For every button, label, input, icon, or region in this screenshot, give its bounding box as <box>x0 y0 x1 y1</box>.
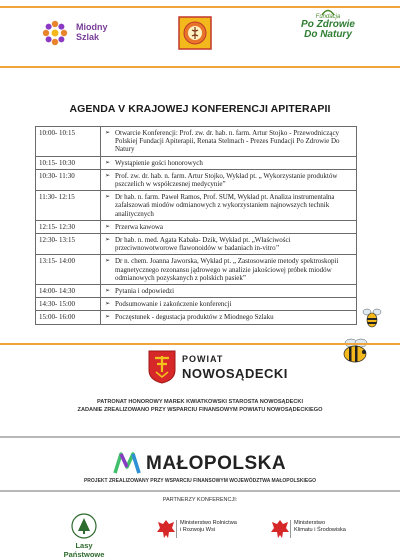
agenda-desc-cell <box>101 234 357 255</box>
agenda-time: 10:00- 10:15 <box>36 127 101 157</box>
ministry-climate-logo <box>270 518 360 548</box>
logo-right-small: Fundacja <box>315 14 341 20</box>
bee-icon <box>362 306 382 330</box>
agenda-desc-cell <box>101 255 357 285</box>
arrow-bullet-icon: ➢ <box>105 130 111 136</box>
agenda-desc: Prof. zw. dr. hab. n. farm. Artur Stojko, Wykład pt. „ Wykorzystanie produktów pszczelich w współczesnej medycynie” <box>115 171 338 189</box>
arrow-bullet-icon: ➢ <box>105 258 111 265</box>
lasy-panstwowe-logo <box>56 512 112 559</box>
agenda-time: 12:15- 12:30 <box>36 220 101 233</box>
header-rule <box>0 66 400 68</box>
ministry1-line1: Ministerstwo Rolnictwa <box>180 520 237 526</box>
miodny-szlak-logo <box>40 18 150 50</box>
agenda-time: 10:30- 11:30 <box>36 169 101 190</box>
polish-eagle-icon <box>156 518 176 540</box>
middle-rule <box>0 343 400 345</box>
agenda-time: 10:15- 10:30 <box>36 156 101 169</box>
agenda-desc: Otwarcie Konferencji: Prof. zw. dr. hab. n. farm. Artur Stojko - Przewodniczący Polskiej Fundacji Apiterapii, Renata Stelmach - Prezes Fundacji Po Zdrowie Do Natury <box>115 129 340 154</box>
agenda-desc: Przerwa kawowa <box>115 222 164 231</box>
ministry1-line2: i Rozwoju Wsi <box>180 527 216 533</box>
top-rule <box>0 6 400 8</box>
table-row <box>36 191 357 221</box>
fundacja-apiterapii-emblem-icon <box>178 16 212 50</box>
ministry2-line2: Klimatu i Środowiska <box>294 527 346 533</box>
table-row <box>36 234 357 255</box>
table-row <box>36 169 357 190</box>
table-row <box>36 255 357 285</box>
po-zdrowie-logo-icon <box>321 8 335 16</box>
table-row <box>36 127 357 157</box>
arrow-bullet-icon: ➢ <box>105 223 111 230</box>
partners-heading: PARTNERZY KONFERENCJI: <box>162 497 238 503</box>
fundacja-apiterapii-logo <box>178 16 212 50</box>
table-row <box>36 311 357 324</box>
bee-icon <box>340 337 370 365</box>
po-zdrowie-logo <box>292 14 364 54</box>
agenda-desc: Pytania i odpowiedzi <box>115 287 175 296</box>
agenda-time: 11:30- 12:15 <box>36 191 101 221</box>
logo-right-line1: Po Zdrowie <box>301 19 355 30</box>
logo-right-line2: Do Natury <box>304 29 352 40</box>
agenda-time: 13:15- 14:00 <box>36 255 101 285</box>
lasy-panstwowe-logo-icon <box>71 512 97 540</box>
agenda-desc-cell <box>101 311 357 324</box>
agenda-time: 14:00- 14:30 <box>36 285 101 298</box>
agenda-desc-cell <box>101 169 357 190</box>
agenda-time: 15:00- 16:00 <box>36 311 101 324</box>
powiat-logo <box>148 350 298 386</box>
patronage-text <box>0 398 400 414</box>
agenda-time: 12:30- 13:15 <box>36 234 101 255</box>
polish-eagle-icon <box>270 518 290 540</box>
agenda-desc-cell <box>101 191 357 221</box>
lasy-label: Lasy Państwowe <box>63 541 105 559</box>
table-row <box>36 156 357 169</box>
arrow-bullet-icon: ➢ <box>105 194 111 201</box>
miodny-szlak-logo-icon <box>40 18 70 48</box>
malopolska-logo <box>112 451 292 479</box>
patron-line: PATRONAT HONOROWY MAREK KWIATKOWSKI STAROSTA NOWOSĄDECKI <box>96 399 304 405</box>
agenda-title: AGENDA V KRAJOWEJ KONFERENCJI APITERAPII <box>69 103 331 115</box>
arrow-bullet-icon: ➢ <box>105 314 111 321</box>
arrow-bullet-icon: ➢ <box>105 237 111 244</box>
agenda-table <box>35 126 357 325</box>
table-row <box>36 285 357 298</box>
logo-left-line2: Szlak <box>76 32 100 42</box>
agenda-desc: Dr n. chem. Joanna Jaworska, Wykład pt. „ Zastosowanie metody spektroskopii magnetycznego rezonansu jądrowego w analizie jakościowej próbek miodów odmianowych pozyskanych z polskich pasiek” <box>115 257 339 282</box>
agenda-desc: Dr hab. n. med. Agata Kabała- Dzik, Wykład pt. „Właściwości przeciwnowotworowe flawonoidów w badaniach in-vitro’’ <box>115 236 291 253</box>
malopolska-funding: PROJEKT ZREALIZOWANY PRZY WSPARCIU FINANSOWYM WOJEWÓDZTWA MAŁOPOLSKIEGO <box>83 478 317 484</box>
logo-left-line1: Miodny <box>76 22 108 32</box>
arrow-bullet-icon: ➢ <box>105 159 111 166</box>
powiat-coat-of-arms-icon <box>148 350 176 384</box>
agenda-desc-cell <box>101 220 357 233</box>
malopolska-name: MAŁOPOLSKA <box>146 453 287 474</box>
agenda-desc-cell <box>101 298 357 311</box>
agenda-time: 14:30- 15:00 <box>36 298 101 311</box>
ministry2-line1: Ministerstwo <box>294 520 326 526</box>
arrow-bullet-icon: ➢ <box>105 172 111 179</box>
powiat-line1: POWIAT <box>182 354 224 364</box>
agenda-desc: Wystąpienie gości honorowych <box>115 158 203 167</box>
powiat-funding-line: ZADANIE ZREALIZOWANO PRZY WSPARCIU FINANSOWYM POWIATU NOWOSĄDECKIEGO <box>77 407 323 413</box>
malopolska-logo-icon <box>112 451 142 475</box>
agenda-desc: Dr hab. n. farm. Paweł Ramos, Prof. SUM, Wykład pt. Analiza instrumentalna zafałszowań miodów odmianowych z wykorzystaniem najnowszych technik analitycznych <box>115 193 335 218</box>
agenda-desc: Poczęstunek - degustacja produktów z Miodnego Szlaku <box>115 313 274 322</box>
arrow-bullet-icon: ➢ <box>105 301 111 308</box>
table-row <box>36 298 357 311</box>
ministry-agriculture-logo <box>156 518 246 548</box>
grey-rule-1 <box>0 436 400 438</box>
arrow-bullet-icon: ➢ <box>105 288 111 295</box>
agenda-desc-cell <box>101 127 357 157</box>
table-row <box>36 220 357 233</box>
powiat-line2: NOWOSĄDECKI <box>182 366 288 381</box>
agenda-desc-cell <box>101 285 357 298</box>
agenda-desc: Podsumowanie i zakończenie konferencji <box>115 300 232 309</box>
agenda-desc-cell <box>101 156 357 169</box>
grey-rule-2 <box>0 490 400 492</box>
